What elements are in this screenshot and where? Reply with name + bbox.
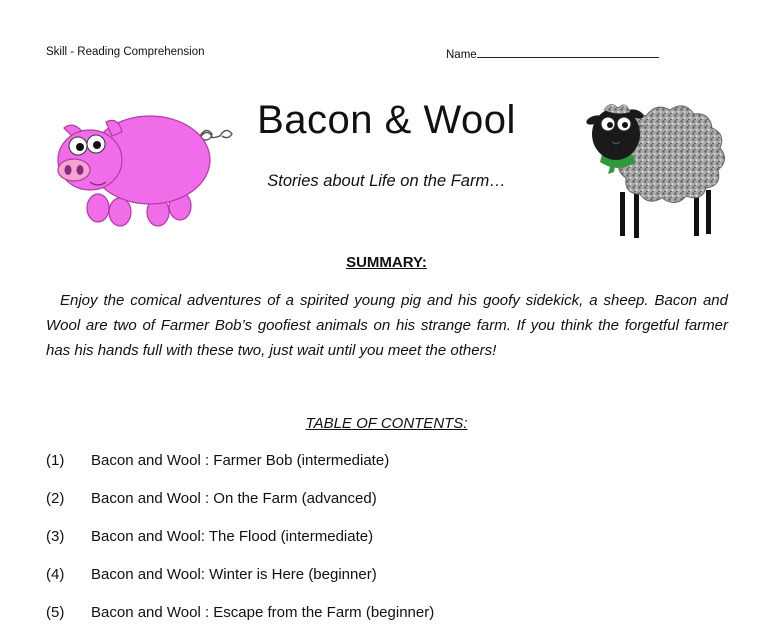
- page-title: Bacon & Wool: [257, 98, 516, 142]
- toc-list: [46, 452, 746, 642]
- toc-item-number: (3): [46, 528, 65, 545]
- toc-item: [46, 528, 746, 566]
- toc-item: [46, 490, 746, 528]
- toc-item: [46, 566, 746, 604]
- sheep-illustration: [584, 96, 740, 240]
- toc-item-number: (2): [46, 490, 65, 507]
- toc-item: [46, 452, 746, 490]
- toc-item-title: Bacon and Wool : Escape from the Farm (beginner): [91, 604, 435, 621]
- toc-item-number: (1): [46, 452, 65, 469]
- toc-heading: TABLE OF CONTENTS:: [305, 415, 468, 432]
- name-field-line: [446, 46, 659, 61]
- toc-item-title: Bacon and Wool : On the Farm (advanced): [91, 490, 377, 507]
- summary-heading: SUMMARY:: [346, 254, 427, 271]
- toc-item-number: (4): [46, 566, 65, 583]
- skill-label: Skill - Reading Comprehension: [46, 46, 205, 58]
- toc-item-title: Bacon and Wool: The Flood (intermediate): [91, 528, 374, 545]
- name-blank: [477, 46, 659, 58]
- toc-item: [46, 604, 746, 642]
- name-label: Name: [446, 49, 477, 61]
- summary-paragraph: Enjoy the comical adventures of a spirited young pig and his goofy sidekick, a sheep. Bacon and Wool are two of Farmer Bob’s goofiest animals on his strange farm. If you think the forgetful farmer has his hands full with these two, just wait until you meet the others!: [46, 292, 728, 359]
- toc-item-title: Bacon and Wool : Farmer Bob (intermediate): [91, 452, 390, 469]
- toc-item-number: (5): [46, 604, 65, 621]
- toc-item-title: Bacon and Wool: Winter is Here (beginner): [91, 566, 377, 583]
- page-subtitle: Stories about Life on the Farm…: [267, 172, 506, 190]
